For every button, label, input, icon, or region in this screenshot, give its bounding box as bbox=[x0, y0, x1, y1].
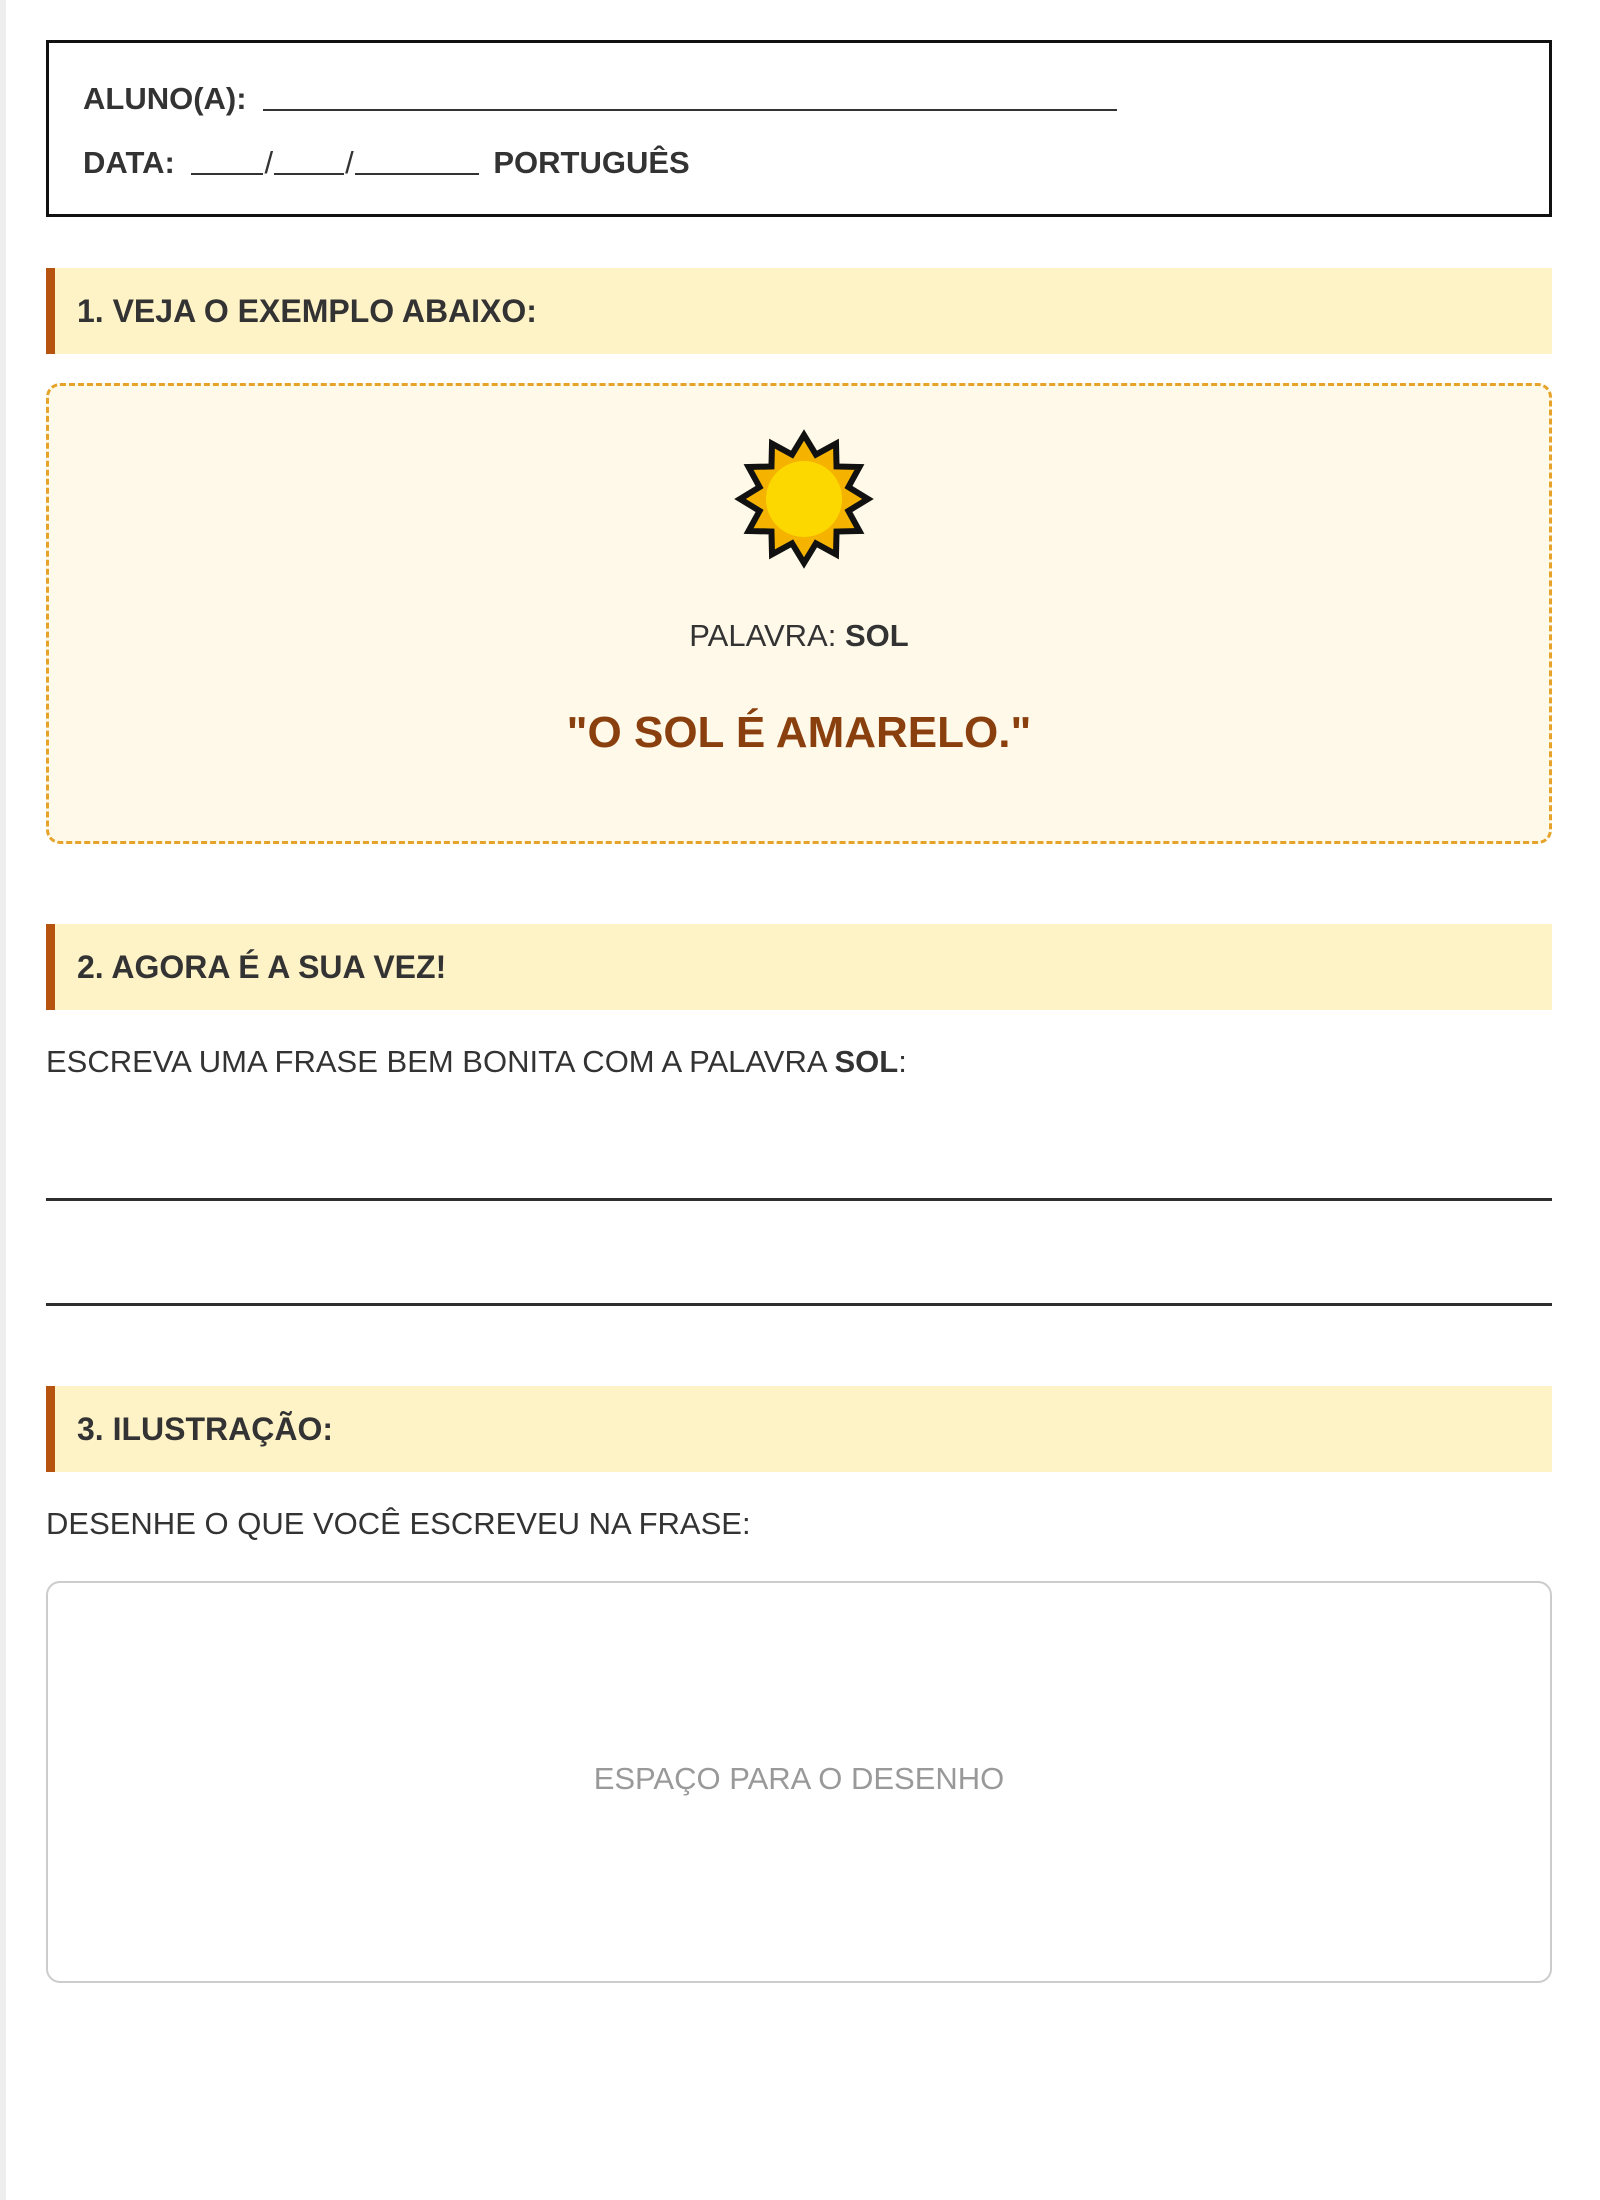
student-name-field[interactable] bbox=[263, 79, 1117, 111]
sun-disc bbox=[766, 461, 842, 537]
date-row bbox=[83, 141, 690, 181]
date-day-field[interactable] bbox=[191, 143, 263, 175]
student-name-label: ALUNO(A): bbox=[83, 81, 247, 116]
student-info-box bbox=[46, 40, 1552, 217]
date-separator: / bbox=[264, 145, 274, 180]
drawing-instruction: DESENHE O QUE VOCÊ ESCREVEU NA FRASE: bbox=[46, 1506, 751, 1541]
example-word: SOL bbox=[844, 618, 909, 653]
date-label: DATA: bbox=[83, 145, 175, 180]
section-2-header bbox=[46, 924, 1552, 1010]
page-edge bbox=[0, 0, 6, 2200]
subject-label: PORTUGUÊS bbox=[493, 145, 690, 180]
writing-instruction-word: SOL bbox=[834, 1044, 899, 1079]
example-word-label: PALAVRA: bbox=[689, 618, 837, 653]
date-month-field[interactable] bbox=[274, 143, 344, 175]
example-sentence: "O SOL É AMARELO." bbox=[566, 708, 1032, 757]
section-1-header bbox=[46, 268, 1552, 354]
student-name-row bbox=[83, 77, 1117, 117]
section-3-header bbox=[46, 1386, 1552, 1472]
example-box bbox=[46, 383, 1552, 844]
writing-line-1[interactable] bbox=[46, 1198, 1552, 1201]
writing-instruction-colon: : bbox=[898, 1044, 907, 1079]
section-2-title: 2. AGORA É A SUA VEZ! bbox=[77, 949, 447, 985]
sun-icon bbox=[734, 429, 874, 569]
writing-instruction bbox=[46, 1044, 907, 1080]
example-word-line bbox=[49, 618, 1549, 654]
writing-line-2[interactable] bbox=[46, 1303, 1552, 1306]
section-3-title: 3. ILUSTRAÇÃO: bbox=[77, 1411, 333, 1447]
writing-instruction-text: ESCREVA UMA FRASE BEM BONITA COM A PALAVRA bbox=[46, 1044, 826, 1079]
drawing-area[interactable] bbox=[46, 1581, 1552, 1983]
drawing-placeholder: ESPAÇO PARA O DESENHO bbox=[593, 1761, 1005, 1796]
section-1-title: 1. VEJA O EXEMPLO ABAIXO: bbox=[77, 293, 537, 329]
date-year-field[interactable] bbox=[355, 143, 479, 175]
date-separator: / bbox=[345, 145, 354, 180]
